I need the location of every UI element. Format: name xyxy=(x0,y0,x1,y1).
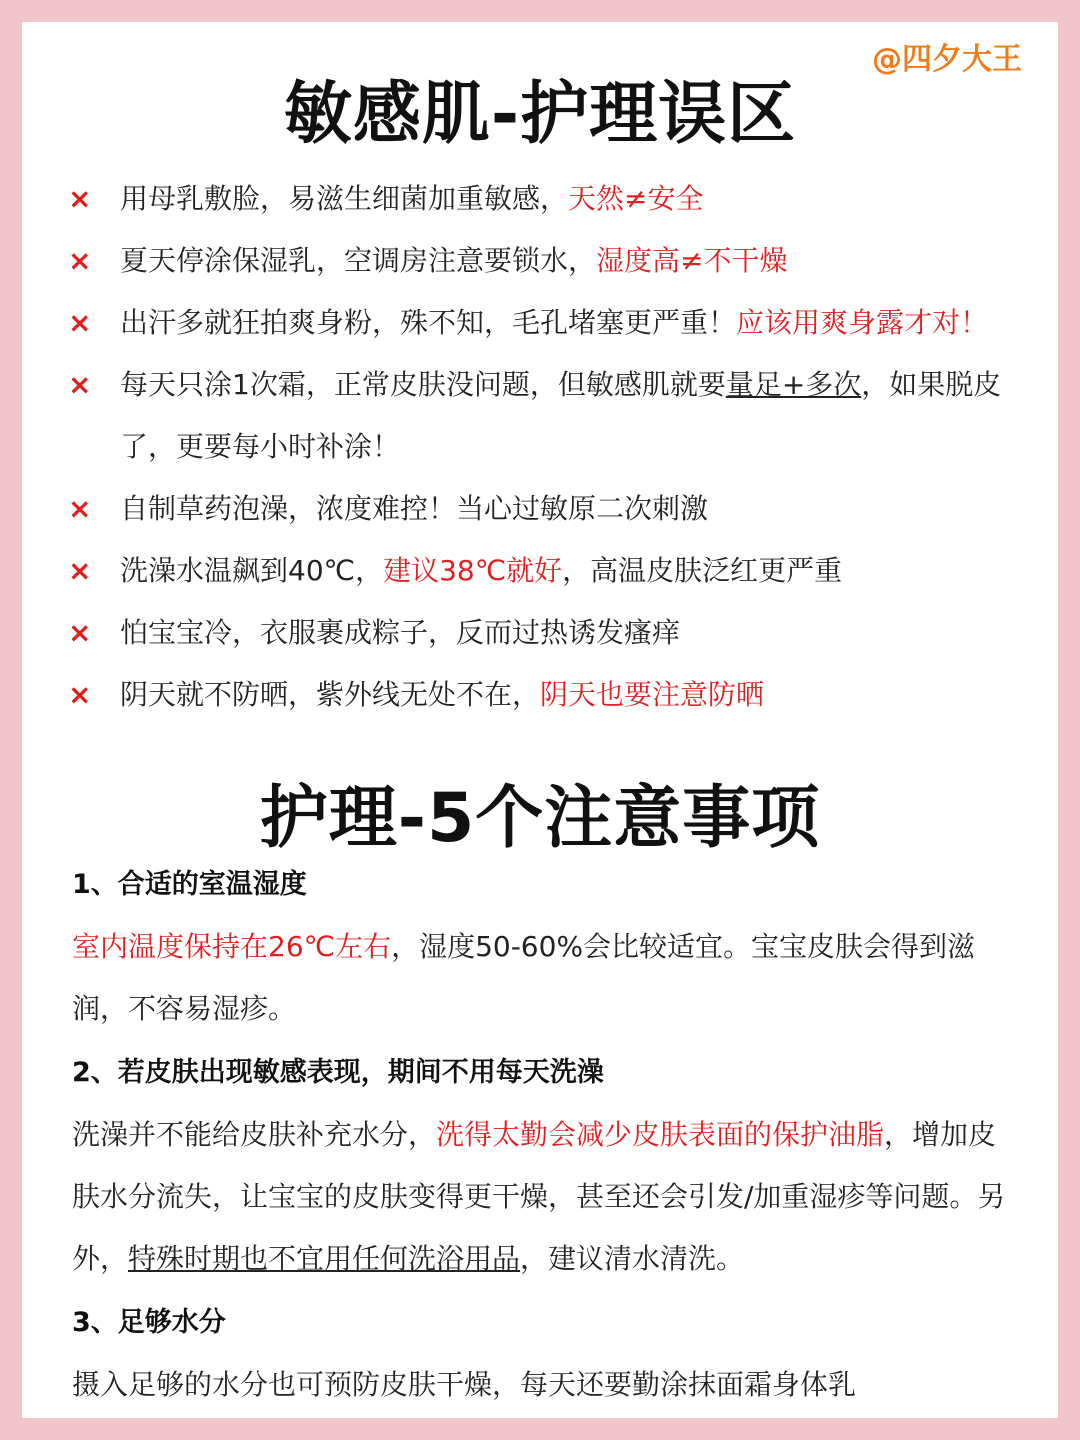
mistake-underline: 量足+多次 xyxy=(725,368,862,401)
tip-heading: 1、合适的室温湿度 xyxy=(72,869,307,900)
mistake-highlight: 湿度高≠不干燥 xyxy=(596,244,788,277)
mistake-highlight: 建议38℃就好 xyxy=(383,554,563,587)
tip-text-end: ，建议清水清洗。 xyxy=(520,1242,745,1275)
section-title-mistakes: 敏感肌-护理误区 xyxy=(283,75,797,154)
tip-body xyxy=(72,916,1012,1040)
mistake-text: 夏天停涂保湿乳，空调房注意要锁水， xyxy=(120,244,597,277)
cross-icon: × xyxy=(68,678,92,711)
mistake-highlight: 阴天也要注意防晒 xyxy=(540,678,765,711)
mistake-text: 出汗多就狂拍爽身粉，殊不知，毛孔堵塞更严重！ xyxy=(120,306,737,339)
tip-highlight: 室内温度保持在26℃左右 xyxy=(72,930,392,963)
tip-underline: 特殊时期也不宜用任何洗浴用品 xyxy=(128,1242,521,1275)
tip-body xyxy=(72,1104,1012,1290)
cross-icon: × xyxy=(68,182,92,215)
mistake-highlight: 天然≠安全 xyxy=(568,182,704,215)
section-title-tips: 护理-5个注意事项 xyxy=(259,779,821,858)
author-watermark: @四夕大王 xyxy=(872,42,1022,77)
tip-text: ，湿度50-60%会比较适宜。宝宝皮肤会得到滋润，不容易湿疹。 xyxy=(72,930,976,1025)
cross-icon: × xyxy=(68,306,92,339)
tip-text: 洗澡并不能给皮肤补充水分， xyxy=(72,1118,437,1151)
mistake-text: 阴天就不防晒，紫外线无处不在， xyxy=(120,678,541,711)
cross-icon: × xyxy=(68,368,92,401)
cross-icon: × xyxy=(68,616,92,649)
cross-icon: × xyxy=(68,492,92,525)
mistake-text: 怕宝宝冷，衣服裹成粽子，反而过热诱发瘙痒 xyxy=(120,616,681,649)
mistake-text: 每天只涂1次霜，正常皮肤没问题，但敏感肌就要 xyxy=(120,368,726,401)
tip-highlight: 洗得太勤会减少皮肤表面的保护油脂 xyxy=(436,1118,885,1151)
tip-heading: 3、足够水分 xyxy=(72,1307,226,1338)
tip-text-cont: ，增加皮肤水分流失，让宝宝的皮肤变得更干燥，甚至还会引发/加重湿疹等问题。另外， xyxy=(72,1118,1006,1275)
cross-icon: × xyxy=(68,244,92,277)
mistake-text-cont: ，如果脱皮了，更要每小时补涂！ xyxy=(120,368,1002,463)
mistake-text: 自制草药泡澡，浓度难控！当心过敏原二次刺激 xyxy=(120,492,709,525)
tip-body: 摄入足够的水分也可预防皮肤干燥，每天还要勤涂抹面霜身体乳 xyxy=(72,1368,857,1401)
page xyxy=(22,22,1058,1418)
cross-icon: × xyxy=(68,554,92,587)
mistake-highlight: 应该用爽身露才对！ xyxy=(736,306,989,339)
mistake-text: 洗澡水温飙到40℃， xyxy=(120,554,384,587)
mistake-text: 用母乳敷脸，易滋生细菌加重敏感， xyxy=(120,182,569,215)
mistake-text-cont: ，高温皮肤泛红更严重 xyxy=(562,554,843,587)
tip-heading: 2、若皮肤出现敏感表现，期间不用每天洗澡 xyxy=(72,1057,604,1088)
